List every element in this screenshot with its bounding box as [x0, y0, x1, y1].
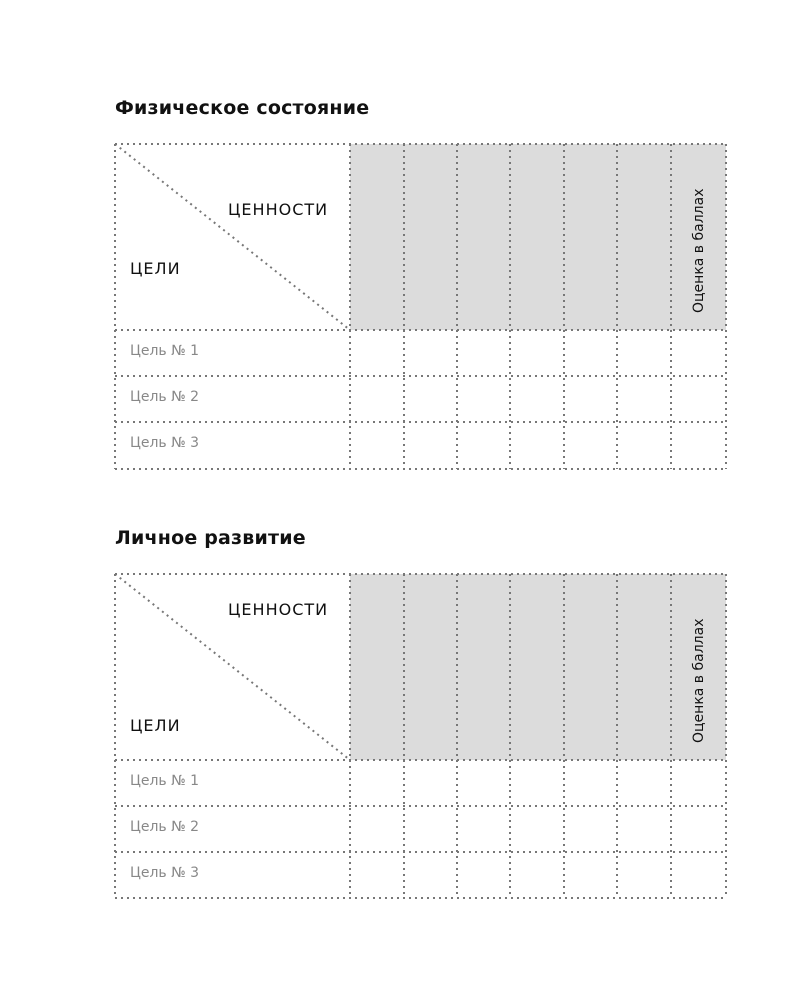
values-header-fill	[350, 574, 726, 760]
section-title-personal: Личное развитие	[115, 527, 306, 549]
header-goals: ЦЕЛИ	[130, 716, 181, 735]
row-label-goal-2: Цель № 2	[130, 819, 200, 835]
score-column-label: Оценка в баллах	[691, 188, 707, 313]
header-goals: ЦЕЛИ	[130, 259, 181, 278]
header-values: ЦЕННОСТИ	[228, 600, 329, 619]
score-column-label: Оценка в баллах	[691, 618, 707, 743]
table-grid-lines	[115, 144, 726, 469]
header-values: ЦЕННОСТИ	[228, 200, 329, 219]
goals-values-table-physical	[115, 144, 726, 469]
table-grid-lines	[115, 574, 726, 898]
row-label-goal-1: Цель № 1	[130, 773, 200, 789]
values-header-fill	[350, 144, 726, 330]
goals-values-table-personal	[115, 574, 726, 898]
row-label-goal-1: Цель № 1	[130, 343, 200, 359]
section-title-physical: Физическое состояние	[115, 97, 370, 119]
row-label-goal-2: Цель № 2	[130, 389, 200, 405]
row-label-goal-3: Цель № 3	[130, 435, 200, 451]
row-label-goal-3: Цель № 3	[130, 865, 200, 881]
